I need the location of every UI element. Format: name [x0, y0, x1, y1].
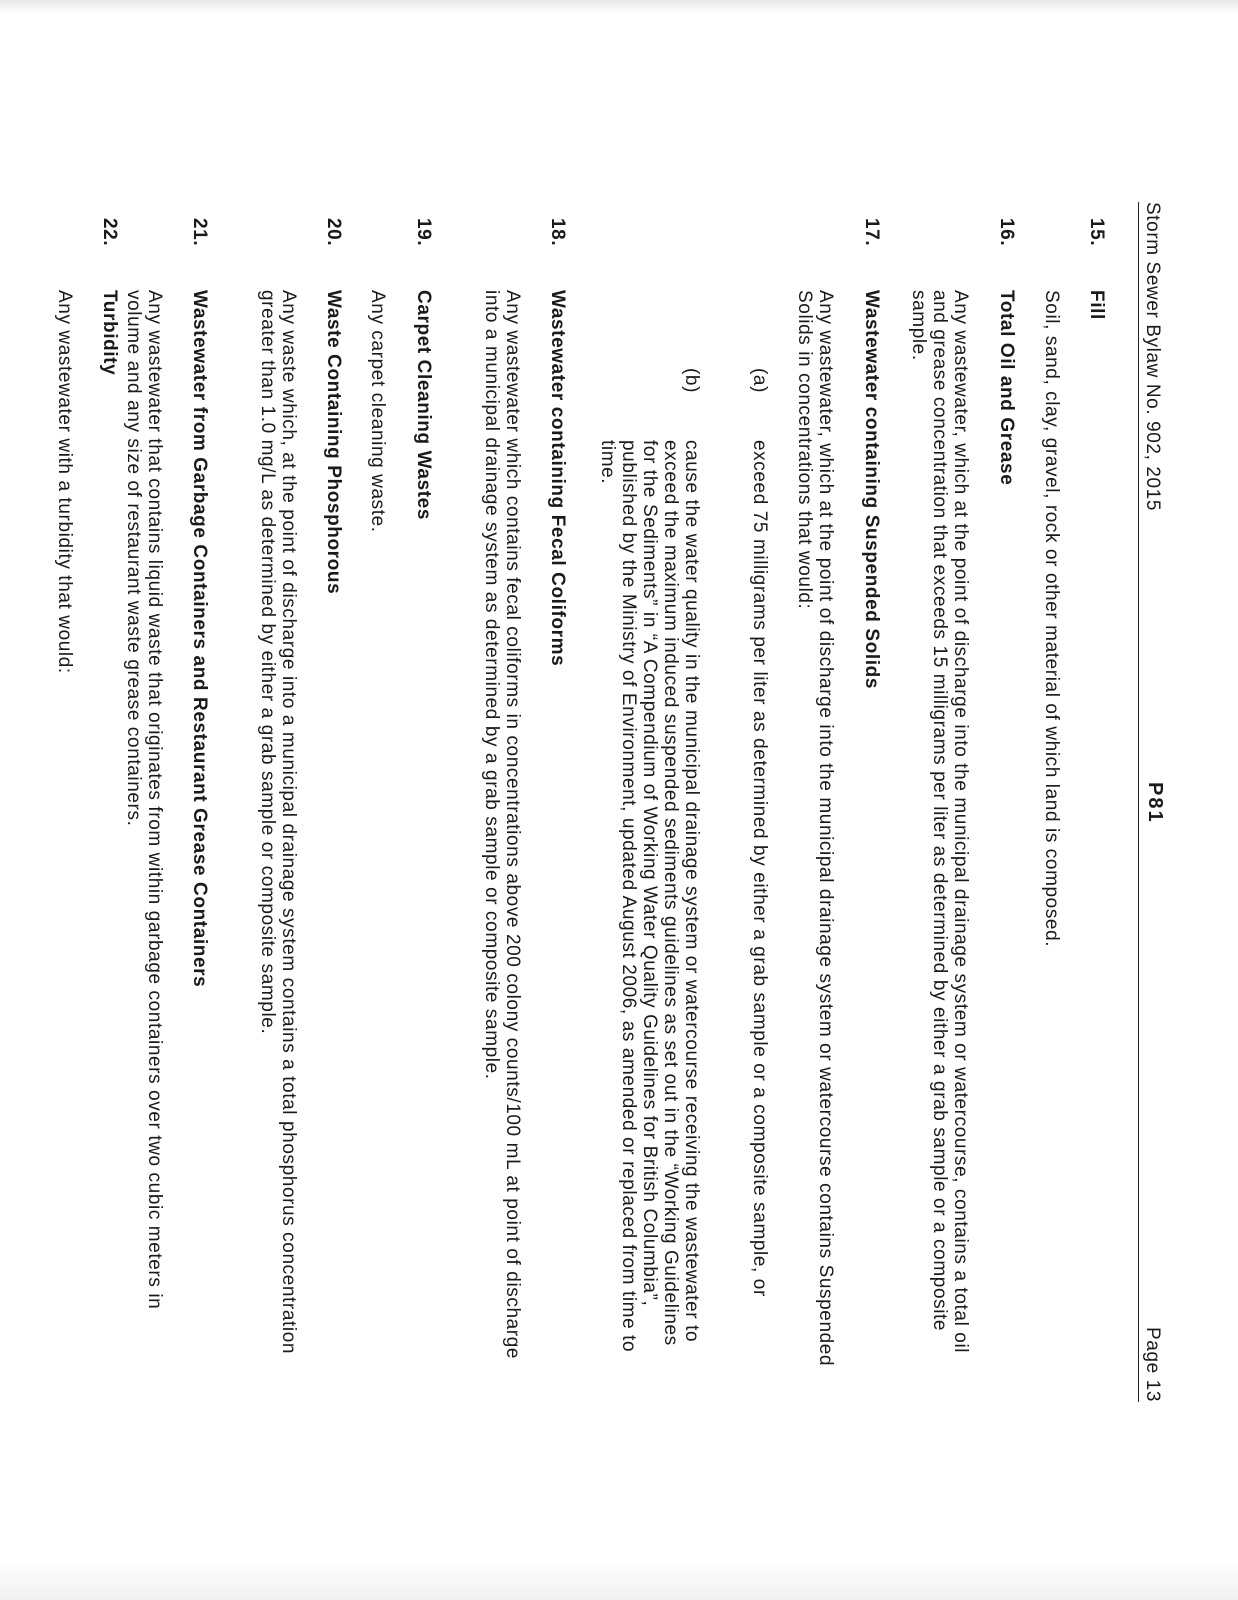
header-page-number: Page 13 [1142, 1327, 1163, 1402]
section-number: 16. [996, 218, 1017, 247]
scan-edge-bottom [0, 1560, 1238, 1600]
rotated-page [54, 90, 1166, 1490]
section-title: Wastewater containing Suspended Solids [861, 290, 882, 689]
section-number: 15. [1086, 218, 1107, 247]
item-text: exceed 75 milligrams per liter as determined by either a grab sample or a composite sample, or [749, 440, 770, 1297]
item-text: cause the water quality in the municipal drainage system or watercourse receiving the wastewater to exceed the maximum induced suspended sediments guidelines as set out in the “Working Guidelines for the Sediments” in “A Compendium of Working Water Quality Guidelines for British Columbia”, published by the Ministry of Environment, updated August 2006, as amended or replaced from time to time. [597, 440, 702, 1353]
section-number: 21. [189, 218, 210, 247]
section-number: 19. [413, 218, 434, 247]
section-title: Total Oil and Grease [996, 290, 1017, 486]
section-title: Wastewater from Garbage Containers and Restaurant Grease Containers [189, 290, 210, 988]
section-number: 18. [547, 218, 568, 247]
section-text: Any wastewater that contains liquid waste that originates from within garbage containers over two cubic meters in volume and any size of restaurant waste grease containers. [123, 290, 165, 1310]
section-text: Soil, sand, clay, gravel, rock or other material of which land is composed. [1041, 290, 1062, 948]
section-text: Any wastewater, which at the point of discharge into the municipal drainage system or watercourse contains Suspended Solids in concentrations that would: [794, 290, 836, 1367]
section-text: Any waste which, at the point of discharge into a municipal drainage system contains a total phosphorus concentration greater than 1.0 mg/L as determined by either a grab sample or composite sample. [257, 290, 299, 1355]
section-title: Waste Containing Phosphorous [323, 290, 344, 595]
section-title: Fill [1086, 290, 1107, 320]
section-text: Any wastewater which contains fecal coliforms in concentrations above 200 colony counts/100 mL at point of discharge into a municipal drainage system as determined by a grab sample or composite sample. [481, 290, 523, 1360]
section-text: Any carpet cleaning waste. [367, 290, 388, 533]
header-page-code: P81 [1144, 782, 1166, 824]
header-bylaw-title: Storm Sewer Bylaw No. 902, 2015 [1142, 202, 1163, 512]
scan-edge-top [0, 0, 1238, 14]
section-number: 17. [861, 218, 882, 247]
section-text: Any wastewater with a turbidity that would: [54, 290, 75, 674]
section-number: 20. [323, 218, 344, 247]
section-text: Any wastewater, which at the point of discharge into the municipal drainage system or watercourse, contains a total oil and grease concentration that exceeds 15 milligrams per liter as determined by either a grab sample or a composite sample. [908, 290, 971, 1354]
section-title: Carpet Cleaning Wastes [413, 290, 434, 520]
section-title: Wastewater containing Fecal Coliforms [547, 290, 568, 667]
section-number: 22. [99, 218, 120, 247]
item-label: (a) [749, 368, 770, 394]
section-title: Turbidity [99, 290, 120, 376]
item-label: (b) [681, 368, 702, 394]
page-header [1138, 202, 1165, 1402]
